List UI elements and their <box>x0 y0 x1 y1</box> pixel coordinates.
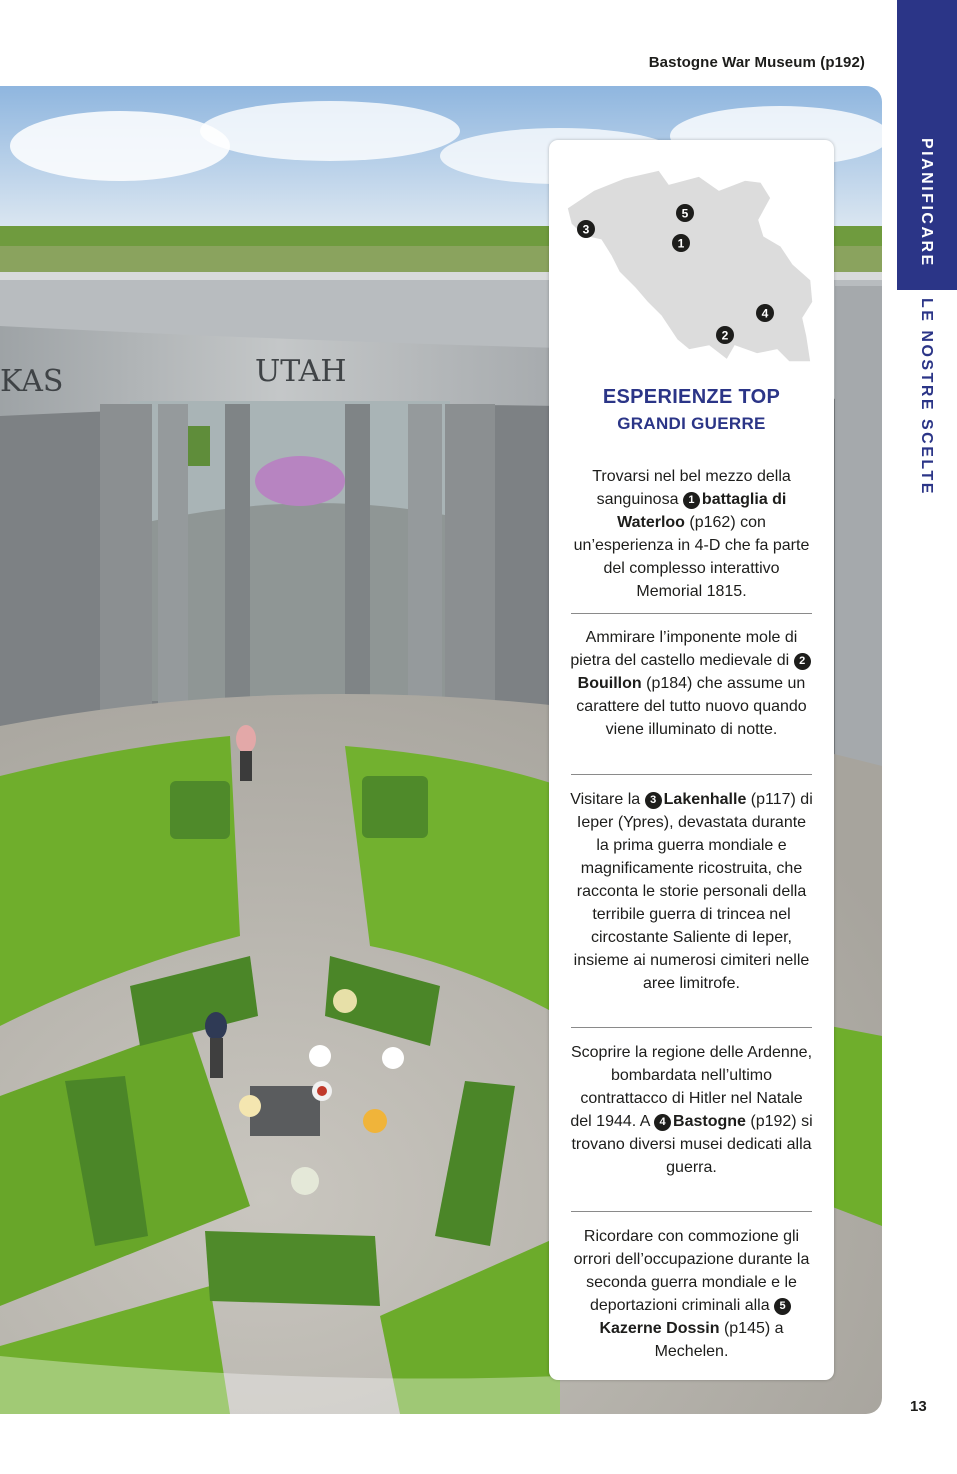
experience-text: Visitare la <box>570 791 641 808</box>
map-marker-4 <box>756 304 774 322</box>
experience-text: (p162) con un’esperienza in 4-D che fa parte del complesso interattivo Memorial 1815. <box>573 514 810 600</box>
divider <box>571 1211 812 1212</box>
photo-caption: Bastogne War Museum (p192) <box>648 54 865 71</box>
marker-badge: 2 <box>794 653 811 670</box>
inscription-kas: KAS <box>0 364 64 399</box>
svg-text:5: 5 <box>681 206 689 221</box>
experience-place: battaglia di Waterloo <box>617 491 787 531</box>
experience-item-bouillon <box>569 626 814 741</box>
map-marker-2 <box>716 326 734 344</box>
marker-badge: 3 <box>645 792 662 809</box>
section-tab-label: PIANIFICARE <box>918 138 935 268</box>
svg-text:1: 1 <box>677 236 685 251</box>
experience-place: Bastogne <box>673 1113 746 1130</box>
marker-badge: 5 <box>774 1298 791 1315</box>
card-subtitle: GRANDI GUERRE <box>617 414 766 433</box>
inscription-utah: UTAH <box>255 354 347 389</box>
top-experiences-card <box>549 140 834 1380</box>
experience-item-waterloo <box>569 465 814 603</box>
belgium-shape <box>567 170 813 362</box>
experience-text: (p145) a Mechelen. <box>654 1320 784 1360</box>
map-marker-3 <box>577 220 595 238</box>
svg-text:4: 4 <box>761 306 769 321</box>
marker-badge: 1 <box>683 492 700 509</box>
experience-text: Trovarsi nel bel mezzo della sanguinosa <box>592 468 791 508</box>
experience-place: Kazerne Dossin <box>599 1320 720 1337</box>
experience-place: Bouillon <box>577 675 642 692</box>
map-marker-1 <box>672 234 690 252</box>
experience-text: (p117) di Ieper (Ypres), devastata durante la prima guerra mondiale e magnificamente ricostruita, che racconta le storie personali della terribile guerra di trincea nel circostante Saliente di Ieper, insieme ai numerosi cimiteri nelle aree limitrofe. <box>573 791 813 992</box>
divider <box>571 1027 812 1028</box>
card-title: ESPERIENZE TOP <box>602 386 781 408</box>
belgium-map <box>549 140 834 380</box>
experience-text: (p184) che assume un carattere del tutto nuovo quando viene illuminato di notte. <box>576 675 807 738</box>
svg-text:3: 3 <box>582 222 590 237</box>
experience-item-lakenhalle <box>569 788 814 995</box>
map-marker-5 <box>676 204 694 222</box>
divider <box>571 613 812 614</box>
experience-item-bastogne <box>569 1041 814 1179</box>
marker-badge: 4 <box>654 1114 671 1131</box>
experience-text: (p192) si trovano diversi musei dedicati alla guerra. <box>571 1113 813 1176</box>
divider <box>571 774 812 775</box>
svg-text:2: 2 <box>721 328 729 343</box>
experience-text: Ammirare l’imponente mole di pietra del castello medievale di <box>570 629 798 669</box>
experience-place: Lakenhalle <box>663 791 747 808</box>
page-number: 13 <box>910 1398 927 1415</box>
subsection-label: LE NOSTRE SCELTE <box>918 298 935 496</box>
experience-item-kazerne-dossin <box>569 1225 814 1363</box>
experience-text: Ricordare con commozione gli orrori dell’occupazione durante la seconda guerra mondiale e le deportazioni criminali alla <box>573 1228 810 1314</box>
experience-text: Scoprire la regione delle Ardenne, bombardata nell’ultimo contrattacco di Hitler nel Natale del 1944. A <box>570 1044 813 1130</box>
